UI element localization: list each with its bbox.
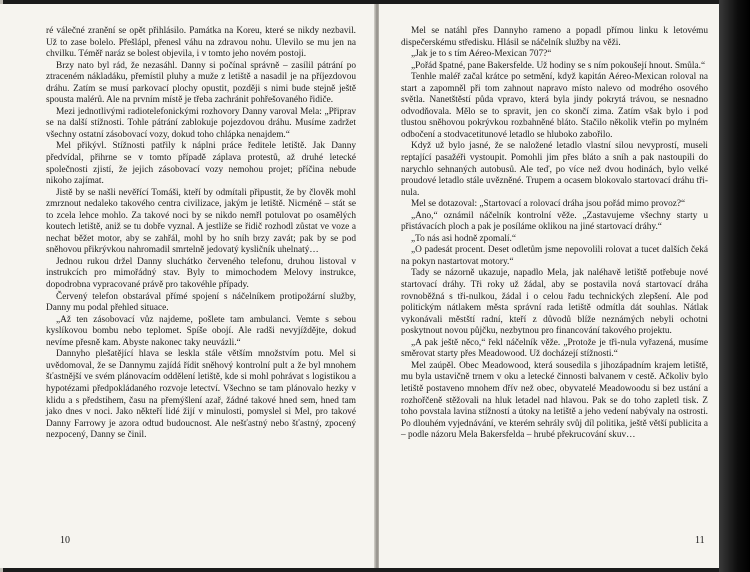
paragraph: Jistě by se našli nevěřící Tomáši, kteří by odmítali připustit, že by člověk mohl zmrznout nedaleko takového centra civilizace, jakým je letiště. Nicméně – stát se to zcela lehce mohlo. Za takové noci by se nikdo nemřl potulovat po osamělých koutech letiště, aniž se tu dobře vyznal. A jestliže se řidič rozhodl zůstat ve voze a nechat běžet motor, aby se zahřál, mohl by ho sníh brzy zavát; pak by se pod sněhovou přikrývkou nahromadil smrtelně jedovatý kysličník uhelnatý…: [46, 187, 356, 256]
paragraph: „Ano,“ oznámil náčelník kontrolní věže. „Zastavujeme všechny starty u přistávacích ploch a pak je posíláme oklikou na jiné startovací dráhy.“: [401, 210, 708, 233]
page-number: 10: [60, 535, 70, 546]
paragraph: „Jak je to s tím Aéreo-Mexican 707?“: [411, 49, 552, 60]
paragraph: Mezi jednotlivými radiotelefonickými rozhovory Danny varoval Mela: „Připrav se na další stížnosti. Tohle pátrání zablokuje pojezdovou dráhu. Musíme zadržet všechny ostatní zásobovací vozy, dokud toho chlápka nenajdem.“: [46, 106, 356, 140]
paragraph: „A pak ještě něco,“ řekl náčelník věže. „Protože je tři-nula vyřazená, musíme směrovat starty přes Meadowood. Už docházejí stížnosti.“: [401, 337, 708, 360]
right-page-text: [401, 26, 708, 442]
left-page: [0, 4, 376, 568]
paragraph: „Až ten zásobovací vůz najdeme, pošlete tam ambulanci. Vemte s sebou kyslíkovou bombu nebo teplomet. Spíše obojí. Ale radši nevyjíždějte, dokud nevíme přesně kam. Abyste nakonec taky neuvázli.“: [46, 314, 356, 348]
paragraph: Když už bylo jasné, že se naložené letadlo vlastní silou nevyprostí, museli reptající pasažéři vystoupit. Pomohli jim přes bláto a sníh a pak nastoupili do narychlo sehnaných autobusů. Ale teď, po více než dvou hodinách, bylo velké proudové letadlo stále uvězněné. Trupem a ocasem blokovalo startovací dráhu tři-nula.: [401, 141, 708, 198]
paragraph: Dannyho plešatějící hlava se leskla stále větším množstvím potu. Mel si uvědomoval, že se Dannymu zajídá řídit sněhový kontrolní pult a že byl mnohem šťastnější ve svém plánovacím oddělení letiště, kde si mohl pohrávat s logistikou a hypotézami předpokládaného rozvoje letectví. Všechno se tam plánovalo hezky v klidu a s předstihem, času na přemýšlení azař, žádné takové hned sem, hned tam jako dnes v noci. Jako někteří lidé žijí v minulosti, pomyslel si Mel, pro takové Danny Farrowy je azora odtud budoucnost. Ale nešťastný nebo šťastný, zpocený nezpocený, Danny se činil.: [46, 349, 356, 441]
left-page-text: [46, 26, 356, 442]
paragraph: Tenhle maléř začal krátce po setmění, když kapitán Aéreo-Mexican roloval na start a zapomněl při tom zahnout napravo místo nalevo od modrého osového světla. Nanetštěstí půda vpravo, která byla jindy pokrytá trávou, se nesnadno odvodňovala. Mělo se to spravit, jen co skončí zima. Zatím však bylo i pod tlustou sněhovou pokrývkou rozbahněné bláto. Stačilo několik vteřin po mylném odbočení a stodvacetitunové letadlo se hluboko zabořilo.: [401, 72, 708, 140]
right-page: [379, 4, 720, 568]
paragraph: Brzy nato byl rád, že nezasáhl. Danny si počínal správně – zasílil pátrání po ztraceném nákladáku, přemístil pluhy a muže z letiště a nasadil je na příjezdovou dráhu. Zatím se musí parkovací plochy opustit, později s nimi bude stejně ještě spousta malérů. Ale na prvním místě je třeba zachránit pohřešovaného řidiče.: [46, 60, 356, 106]
paragraph: Jednou rukou držel Danny sluchátko červeného telefonu, druhou listoval v instrukcích pro mimořádný stav. Byly to mimochodem Melovy instrukce, dopodrobna vypracované právě pro takovéhle případy.: [46, 256, 356, 291]
paragraph: „Pořád špatné, pane Bakersfelde. Už hodiny se s ním pokoušejí hnout. Smůla.“: [411, 60, 706, 71]
paragraph: ré válečné zranění se opět přihlásilo. Památka na Koreu, které se nikdy nezbavil. Už to zase bolelo. Přešlápl, přenesl váhu na zdravou nohu. Ulevilo se mu jen na chvilku. Téměř naráz se bolest objevila, i v tomto jeho novém postoji.: [46, 26, 356, 60]
page-number: 11: [695, 535, 705, 546]
paragraph: Mel se dotazoval: „Startovací a rolovací dráha jsou pořád mimo provoz?“: [411, 199, 686, 210]
paragraph: Tady se názorně ukazuje, napadlo Mela, jak naléhavě letiště potřebuje nové startovací dráhy. Tři roky už žádal, aby se postavila nová startovací dráha rovnoběžná s tři-nulkou, žádal i o celou řadu technických zlepšení. Ale pod politickým nátlakem města správní rada letiště odmítla dát souhlas. Nátlak vykonávali městští radní, kteří z důvodů blíže neznámých nebyli ochotni poskytnout novou půjčku, nezbytnou pro financování takového projektu.: [401, 268, 708, 337]
paragraph: Červený telefon obstarával přímé spojení s náčelníkem protipožární služby, Danny mu podal přehled situace.: [46, 291, 356, 314]
paragraph: Mel se natáhl přes Dannyho rameno a popadl přímou linku k letovému dispečerskému středisku. Hlásil se náčelník služby na věži.: [401, 26, 708, 48]
paragraph: „O padesát procent. Deset odletům jsme nepovolili rolovat a tucet dalších čeká na pokyn nastartovat motory.“: [401, 245, 708, 267]
book-edge-shadow: [719, 0, 750, 572]
paragraph: Mel přikývl. Stížnosti patřily k náplni práce ředitele letiště. Jak Danny předvídal, přihrne se v tomto případě záplava protestů, až druhé letecké společnosti zjistí, že jejich zásobovací vozy nemohou projet; příčina nebude nikoho zajímat.: [46, 141, 356, 187]
paragraph: „To nás asi hodně zpomalí.“: [411, 233, 516, 244]
paragraph: Mel zaúpěl. Obec Meadowood, která sousedila s jihozápadním krajem letiště, mu byla ustavičně trnem v oku a letecké činnosti balvanem v cestě. Ačkoliv bylo letiště postaveno mnohem dřív než obec, obyvatelé Meadowoodu si bez ustání a rozhořčeně stěžovali na hluk letadel nad hlavou. Pak se do toho zapletl tisk. Z toho povstala lavina stížností a útoky na letiště a jeho vedení nabývaly na ostrosti. Po dlouhém vyjednávání, ve kterém sehrály svůj díl politika, ještě větší publicita a – podle názoru Mela Bakersfelda – hrubé překrucování skuv…: [401, 360, 708, 441]
